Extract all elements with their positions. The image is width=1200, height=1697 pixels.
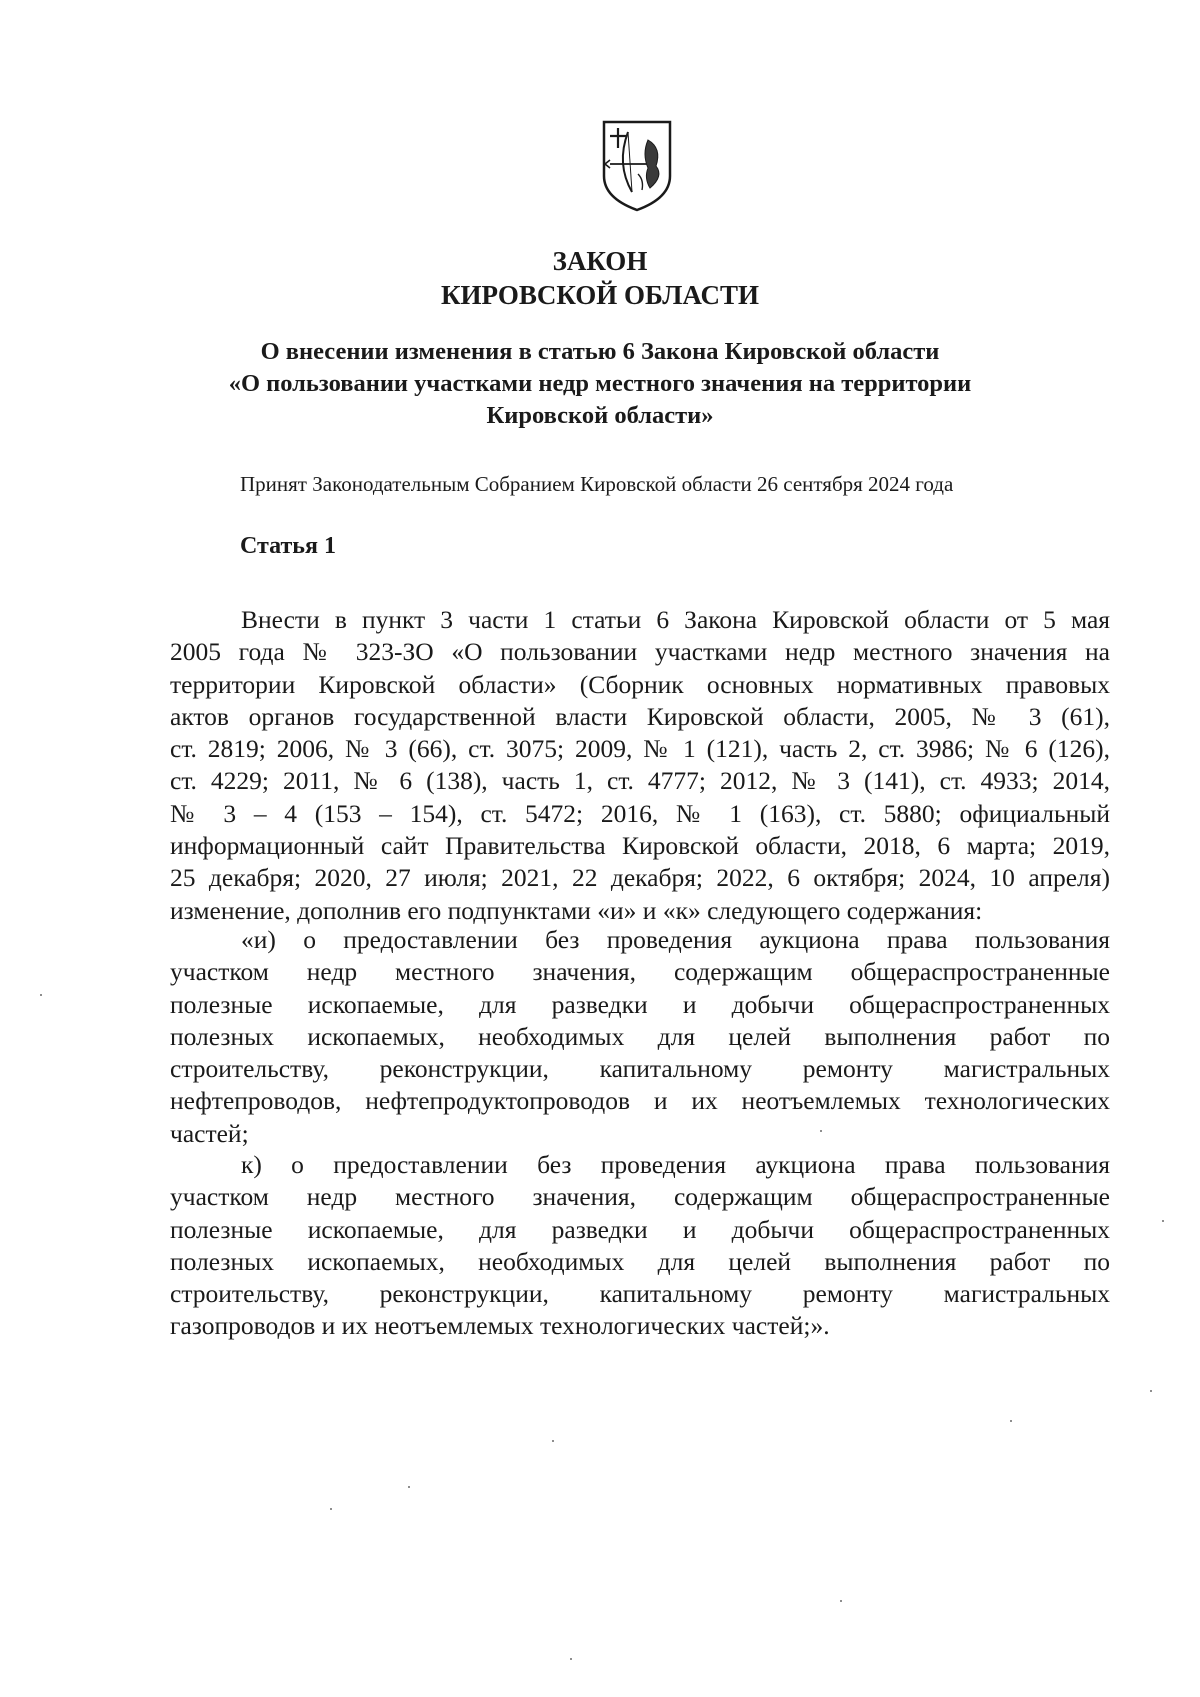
text-line: участком недр местного значения, содержащим общераспространенные <box>170 957 1110 987</box>
text-line: Внести в пункт 3 части 1 статьи 6 Закона Кировской области от 5 мая <box>241 605 1110 634</box>
text-line: строительству, реконструкции, капитальному ремонту магистральных <box>170 1054 1110 1084</box>
text-line: «и) о предоставлении без проведения аукциона права пользования <box>241 925 1110 954</box>
coat-of-arms-icon <box>598 118 676 212</box>
scan-speck <box>1150 1390 1152 1392</box>
adoption-note: Принят Законодательным Собранием Кировской области 26 сентября 2024 года <box>240 472 954 496</box>
text-line: полезные ископаемые, для разведки и добычи общераспространенных <box>170 989 1110 1019</box>
subject-line: Кировской области» <box>486 402 714 429</box>
text-line: информационный сайт Правительства Кировской области, 2018, 6 марта; 2019, <box>170 831 1110 861</box>
text-line: актов органов государственной власти Кировской области, 2005, № 3 (61), <box>170 701 1110 731</box>
text-line: частей; <box>170 1118 249 1148</box>
scan-speck <box>408 1486 410 1488</box>
text-line: к) о предоставлении без проведения аукциона права пользования <box>241 1150 1110 1179</box>
text-line: полезные ископаемые, для разведки и добычи общераспространенных <box>170 1214 1110 1244</box>
text-line: строительству, реконструкции, капитальному ремонту магистральных <box>170 1279 1110 1309</box>
scan-speck <box>330 1508 332 1510</box>
scan-speck <box>820 1130 822 1132</box>
subitem-i <box>170 924 1110 1150</box>
text-line: нефтепроводов, нефтепродуктопроводов и их неотъемлемых технологических <box>170 1086 1110 1116</box>
text-line: изменение, дополнив его подпунктами «и» и «к» следующего содержания: <box>170 895 983 925</box>
text-line: газопроводов и их неотъемлемых технологических частей;». <box>170 1311 830 1341</box>
scan-speck <box>840 1600 842 1602</box>
text-line: полезных ископаемых, необходимых для целей выполнения работ по <box>170 1021 1110 1051</box>
text-line: № 3 – 4 (153 – 154), ст. 5472; 2016, № 1 (163), ст. 5880; официальный <box>170 798 1110 828</box>
text-line: ст. 4229; 2011, № 6 (138), часть 1, ст. 4777; 2012, № 3 (141), ст. 4933; 2014, <box>170 766 1110 796</box>
article-heading: Статья 1 <box>240 533 336 559</box>
scan-speck <box>552 1440 554 1442</box>
text-line: территории Кировской области» (Сборник основных нормативных правовых <box>170 669 1110 699</box>
scan-speck <box>570 1658 572 1660</box>
subitem-k <box>170 1149 1110 1343</box>
text-line: ст. 2819; 2006, № 3 (66), ст. 3075; 2009, № 1 (121), часть 2, ст. 3986; № 6 (126), <box>170 734 1110 764</box>
text-line: 25 декабря; 2020, 27 июля; 2021, 22 декабря; 2022, 6 октября; 2024, 10 апреля) <box>170 863 1110 893</box>
issuing-region-title: КИРОВСКОЙ ОБЛАСТИ <box>440 280 760 310</box>
subject-line: О внесении изменения в статью 6 Закона Кировской области <box>260 338 940 365</box>
scan-speck <box>40 994 42 996</box>
article-paragraph <box>170 604 1110 927</box>
text-line: участком недр местного значения, содержащим общераспространенные <box>170 1182 1110 1212</box>
law-subject-title <box>200 336 1000 432</box>
text-line: полезных ископаемых, необходимых для целей выполнения работ по <box>170 1246 1110 1276</box>
subject-line: «О пользовании участками недр местного значения на территории <box>228 370 972 397</box>
scan-speck <box>1162 1220 1164 1222</box>
document-type-title: ЗАКОН <box>552 246 648 276</box>
scan-speck <box>1010 1420 1012 1422</box>
text-line: 2005 года № 323-ЗО «О пользовании участками недр местного значения на <box>170 637 1110 667</box>
